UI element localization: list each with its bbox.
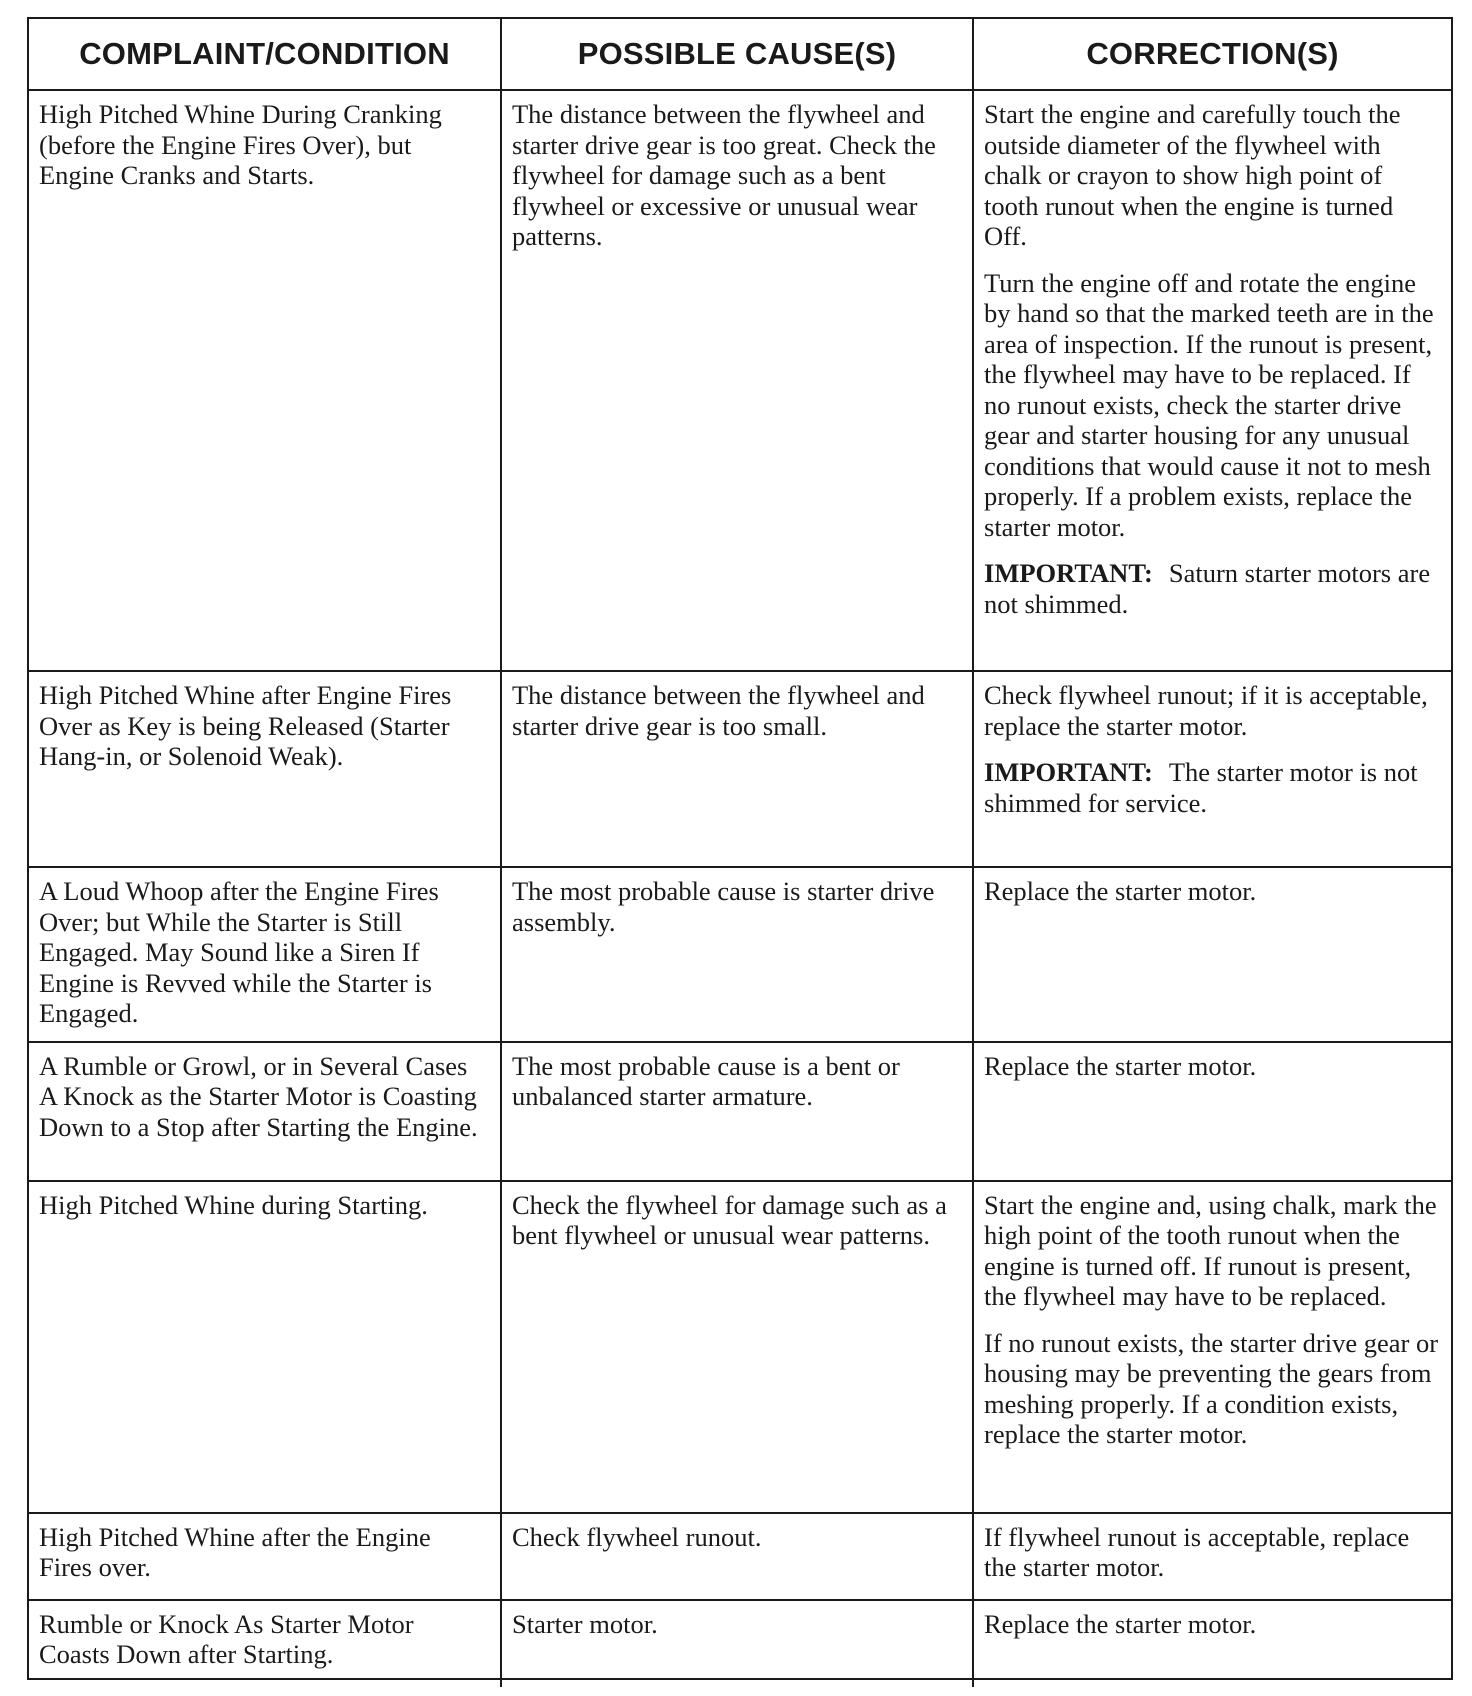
correction-cell (973, 867, 1451, 1042)
table-row (29, 1042, 1451, 1181)
correction-cell (973, 671, 1451, 867)
table-row (29, 867, 1451, 1042)
troubleshooting-table (29, 19, 1451, 1687)
condition-cell: High Pitched Whine during Starting. (29, 1181, 501, 1513)
important-note (984, 558, 1439, 619)
correction-paragraph: Replace the starter motor. (984, 1050, 1257, 1081)
header-row (29, 19, 1451, 90)
table-row (29, 90, 1451, 671)
condition-cell: High Pitched Whine During Cranking (before the Engine Fires Over), but Engine Cranks and Starts. (29, 90, 501, 671)
troubleshooting-table-frame (27, 17, 1453, 1680)
cause-cell: Starter motor. (501, 1600, 973, 1687)
correction-paragraph: Start the engine and carefully touch the outside diameter of the flywheel with chalk or crayon to show high point of tooth runout when the engine is turned Off. (984, 99, 1401, 251)
table-row (29, 1513, 1451, 1600)
important-note (984, 757, 1439, 818)
correction-paragraph: Start the engine and, using chalk, mark the high point of the tooth runout when the engine is turned off. If runout is present, the flywheel may have to be replaced. (984, 1189, 1437, 1311)
condition-cell: High Pitched Whine after Engine Fires Over as Key is being Released (Starter Hang-in, or Solenoid Weak). (29, 671, 501, 867)
correction-cell (973, 1513, 1451, 1600)
condition-cell: A Loud Whoop after the Engine Fires Over; but While the Starter is Still Engaged. May Sound like a Siren If Engine is Revved while the Starter is Engaged. (29, 867, 501, 1042)
important-label: IMPORTANT: (984, 558, 1153, 588)
condition-cell: A Rumble or Growl, or in Several Cases A Knock as the Starter Motor is Coasting Down to a Stop after Starting the Engine. (29, 1042, 501, 1181)
header-corrections: CORRECTION(S) (973, 19, 1451, 90)
important-label: IMPORTANT: (984, 757, 1153, 787)
correction-cell (973, 1600, 1451, 1687)
header-possible-causes: POSSIBLE CAUSE(S) (501, 19, 973, 90)
correction-paragraph: Check flywheel runout; if it is acceptable, replace the starter motor. (984, 680, 1428, 741)
important-text: Saturn starter motors are not shimmed. (984, 558, 1431, 619)
condition-cell: Rumble or Knock As Starter Motor Coasts Down after Starting. (29, 1600, 501, 1687)
cause-cell: The distance between the flywheel and starter drive gear is too small. (501, 671, 973, 867)
correction-cell (973, 1181, 1451, 1513)
table-row (29, 671, 1451, 867)
correction-paragraph: Turn the engine off and rotate the engine by hand so that the marked teeth are in the area of inspection. If the runout is present, the flywheel may have to be replaced. If no runout exists, check the starter drive gear and starter housing for any unusual conditions that would cause it not to mesh properly. If a problem exists, replace the starter motor. (984, 267, 1434, 542)
correction-paragraph: Replace the starter motor. (984, 876, 1257, 906)
cause-cell: The most probable cause is a bent or unbalanced starter armature. (501, 1042, 973, 1181)
correction-paragraph: If flywheel runout is acceptable, replace the starter motor. (984, 1521, 1410, 1582)
cause-cell: Check flywheel runout. (501, 1513, 973, 1600)
correction-cell (973, 90, 1451, 671)
correction-paragraph: If no runout exists, the starter drive gear or housing may be preventing the gears from meshing properly. If a condition exists, replace the starter motor. (984, 1327, 1439, 1449)
cause-cell: The most probable cause is starter drive assembly. (501, 867, 973, 1042)
correction-paragraph: Replace the starter motor. (984, 1608, 1257, 1639)
header-complaint-condition: COMPLAINT/CONDITION (29, 19, 501, 90)
table-row (29, 1600, 1451, 1687)
cause-cell: Check the flywheel for damage such as a bent flywheel or unusual wear patterns. (501, 1181, 973, 1513)
cause-cell: The distance between the flywheel and starter drive gear is too great. Check the flywheel for damage such as a bent flywheel or excessive or unusual wear patterns. (501, 90, 973, 671)
correction-cell (973, 1042, 1451, 1181)
important-text: The starter motor is not shimmed for service. (984, 757, 1418, 818)
table-row (29, 1181, 1451, 1513)
condition-cell: High Pitched Whine after the Engine Fires over. (29, 1513, 501, 1600)
